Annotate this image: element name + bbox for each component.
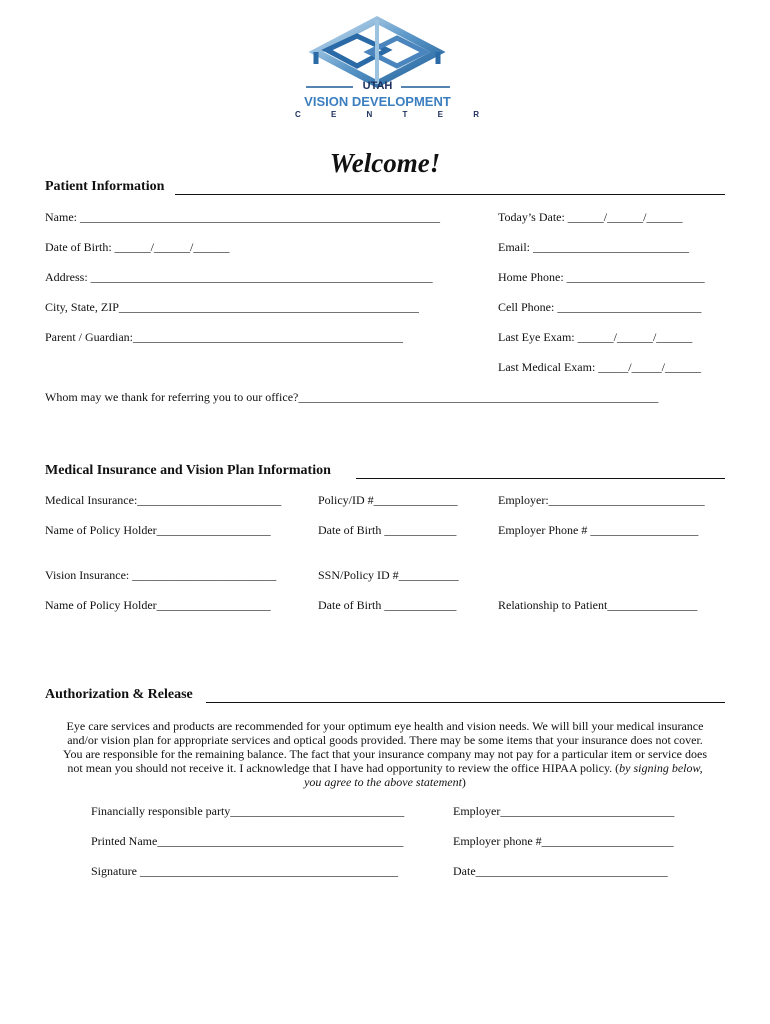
patient-information-title: Patient Information — [45, 179, 165, 194]
todays-date-field[interactable]: Today’s Date: ______/______/______ — [498, 210, 683, 224]
vision-policy-holder-dob-field[interactable]: Date of Birth ____________ — [318, 598, 457, 612]
employer-field[interactable]: Employer:__________________________ — [498, 493, 705, 507]
signature-field[interactable]: Signature ___________________________________________ — [91, 864, 398, 878]
date-of-birth-field[interactable]: Date of Birth: ______/______/______ — [45, 240, 230, 254]
name-field[interactable]: Name: ____________________________________________________________ — [45, 210, 440, 224]
authorization-italic-note: by signing below, you agree to the above statement — [304, 761, 703, 789]
vision-insurance-field[interactable]: Vision Insurance: ________________________ — [45, 568, 277, 582]
medical-insurance-field[interactable]: Medical Insurance:________________________ — [45, 493, 282, 507]
authorization-section-rule — [206, 702, 725, 703]
auth-employer-field[interactable]: Employer_____________________________ — [453, 804, 675, 818]
referral-field[interactable]: Whom may we thank for referring you to our office?____________________________________________________________ — [45, 390, 659, 404]
authorization-text-end: ) — [461, 775, 466, 789]
home-phone-field[interactable]: Home Phone: _______________________ — [498, 270, 705, 284]
policy-holder-field[interactable]: Name of Policy Holder___________________ — [45, 523, 271, 537]
address-field[interactable]: Address: _________________________________________________________ — [45, 270, 433, 284]
financially-responsible-party-field[interactable]: Financially responsible party_____________________________ — [91, 804, 405, 818]
authorization-paragraph — [60, 719, 710, 789]
auth-employer-phone-field[interactable]: Employer phone #______________________ — [453, 834, 674, 848]
logo-center: C E N T E R — [295, 110, 494, 119]
logo-vision-development: VISION DEVELOPMENT — [304, 94, 451, 109]
authorization-text: Eye care services and products are recommended for your optimum eye health and vision needs. We will bill your medical insurance and/or vision plan for appropriate services and optical goods provided. There may be some items that your insurance does not cover. You are responsible for the remaining balance. The fact that your insurance company may not pay for a particular item or service does not mean you should not receive it. I acknowledge that I have had opportunity to review the office HIPAA policy. ( — [63, 719, 707, 775]
relationship-to-patient-field[interactable]: Relationship to Patient_______________ — [498, 598, 698, 612]
city-state-zip-field[interactable]: City, State, ZIP__________________________________________________ — [45, 300, 419, 314]
insurance-section-title: Medical Insurance and Vision Plan Information — [45, 463, 331, 478]
policy-holder-dob-field[interactable]: Date of Birth ____________ — [318, 523, 457, 537]
logo-utah: UTAH — [362, 80, 393, 92]
vision-policy-holder-field[interactable]: Name of Policy Holder___________________ — [45, 598, 271, 612]
patient-section-rule — [175, 194, 725, 195]
last-medical-exam-field[interactable]: Last Medical Exam: _____/_____/______ — [498, 360, 701, 374]
printed-name-field[interactable]: Printed Name_________________________________________ — [91, 834, 404, 848]
authorization-section-title: Authorization & Release — [45, 687, 193, 702]
cell-phone-field[interactable]: Cell Phone: ________________________ — [498, 300, 702, 314]
ssn-policy-id-field[interactable]: SSN/Policy ID #__________ — [318, 568, 459, 582]
employer-phone-field[interactable]: Employer Phone # __________________ — [498, 523, 699, 537]
parent-guardian-field[interactable]: Parent / Guardian:_____________________________________________ — [45, 330, 403, 344]
policy-id-field[interactable]: Policy/ID #______________ — [318, 493, 458, 507]
signature-date-field[interactable]: Date________________________________ — [453, 864, 668, 878]
welcome-heading: Welcome! — [329, 148, 441, 178]
email-field[interactable]: Email: __________________________ — [498, 240, 689, 254]
insurance-section-rule — [356, 478, 725, 479]
utah-vision-development-center-logo — [295, 14, 494, 124]
last-eye-exam-field[interactable]: Last Eye Exam: ______/______/______ — [498, 330, 693, 344]
